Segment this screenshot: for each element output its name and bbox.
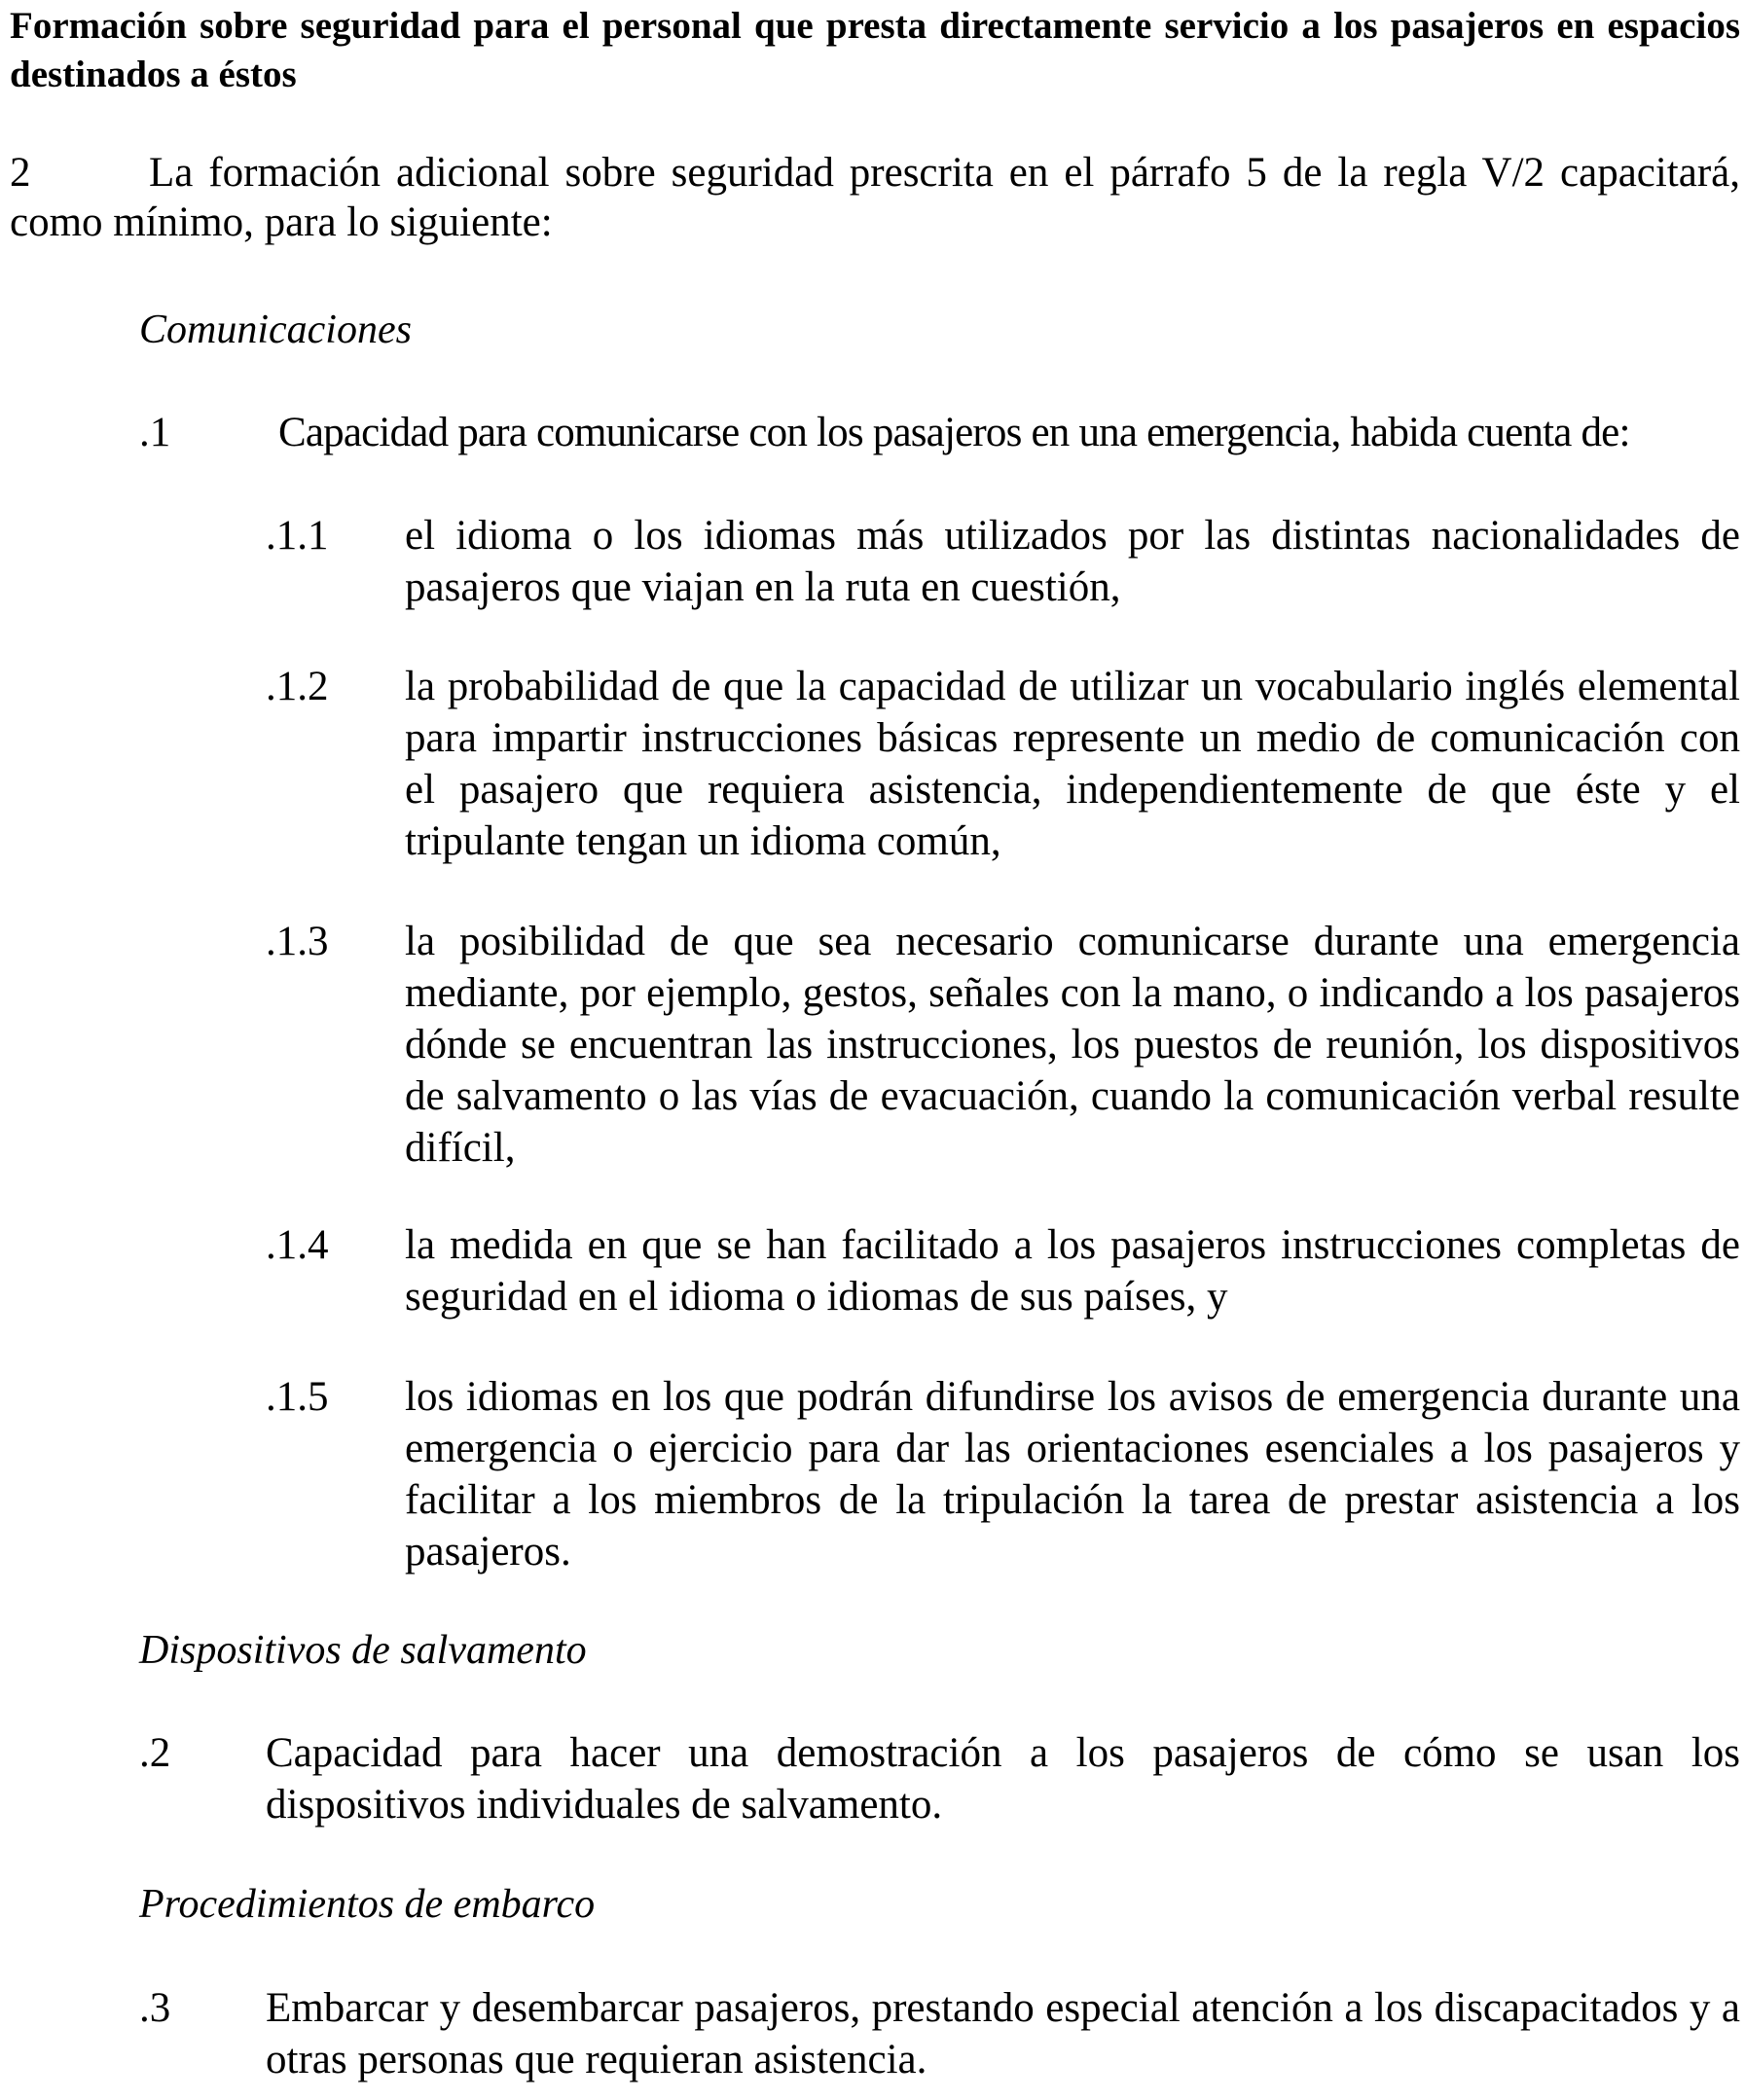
item-3 xyxy=(10,1982,1740,2085)
subitem-number: .1.4 xyxy=(266,1222,329,1268)
subitem-1-3 xyxy=(266,916,1740,1174)
item-text: Capacidad para comunicarse con los pasajeros en una emergencia, habida cuenta de: xyxy=(278,410,1630,455)
subitem-1-2 xyxy=(266,661,1740,867)
intro-text: La formación adicional sobre seguridad prescrita en el párrafo 5 de la regla V/2 capacitará, como mínimo, para lo siguiente: xyxy=(10,150,1740,245)
subitem-number: .1.1 xyxy=(266,513,329,559)
subitem-number: .1.5 xyxy=(266,1374,329,1420)
subitem-1-1 xyxy=(266,510,1740,617)
section-title-comunicaciones: Comunicaciones xyxy=(139,308,412,352)
subitem-text: la medida en que se han facilitado a los pasajeros instrucciones completas de seguridad en el idioma o idiomas de sus países, y xyxy=(405,1222,1740,1320)
intro-number: 2 xyxy=(10,150,31,196)
subitem-1-4 xyxy=(266,1219,1740,1322)
section-title-procedimientos: Procedimientos de embarco xyxy=(139,1882,596,1927)
item-1 xyxy=(139,407,1740,458)
intro-paragraph xyxy=(10,148,1740,247)
item-2 xyxy=(10,1727,1740,1830)
subitem-1-5 xyxy=(266,1371,1740,1577)
subitem-text: la posibilidad de que sea necesario comunicarse durante una emergencia mediante, por ejemplo, gestos, señales con la mano, o indicando a los pasajeros dónde se encuentran las instrucciones, los puestos de reunión, los dispositivos de salvamento o las vías de evacuación, cuando la comunicación verbal resulte difícil, xyxy=(405,919,1740,1171)
subitem-text: los idiomas en los que podrán difundirse los avisos de emergencia durante una emergencia o ejercicio para dar las orientaciones esenciales a los pasajeros y facilitar a los miembros de la tripulación la tarea de prestar asistencia a los pasajeros. xyxy=(405,1374,1740,1575)
subitem-text: el idioma o los idiomas más utilizados por las distintas nacionalidades de pasajeros que viajan en la ruta en cuestión, xyxy=(405,513,1740,610)
item-text: Capacidad para hacer una demostración a los pasajeros de cómo se usan los dispositivos individuales de salvamento. xyxy=(266,1730,1740,1828)
subitem-number: .1.2 xyxy=(266,664,329,709)
subitem-number: .1.3 xyxy=(266,919,329,964)
document-heading: Formación sobre seguridad para el personal que presta directamente servicio a los pasajeros en espacios destinados a éstos xyxy=(10,5,1740,95)
item-number: .2 xyxy=(139,1730,171,1776)
item-number: .1 xyxy=(139,410,171,455)
subitem-text: la probabilidad de que la capacidad de utilizar un vocabulario inglés elemental para impartir instrucciones básicas represente un medio de comunicación con el pasajero que requiera asistencia, independientemente de que éste y el tripulante tengan un idioma común, xyxy=(405,664,1740,864)
section-title-dispositivos: Dispositivos de salvamento xyxy=(139,1628,587,1673)
item-number: .3 xyxy=(139,1985,171,2031)
item-text: Embarcar y desembarcar pasajeros, prestando especial atención a los discapacitados y a otras personas que requieran asistencia. xyxy=(266,1985,1740,2082)
